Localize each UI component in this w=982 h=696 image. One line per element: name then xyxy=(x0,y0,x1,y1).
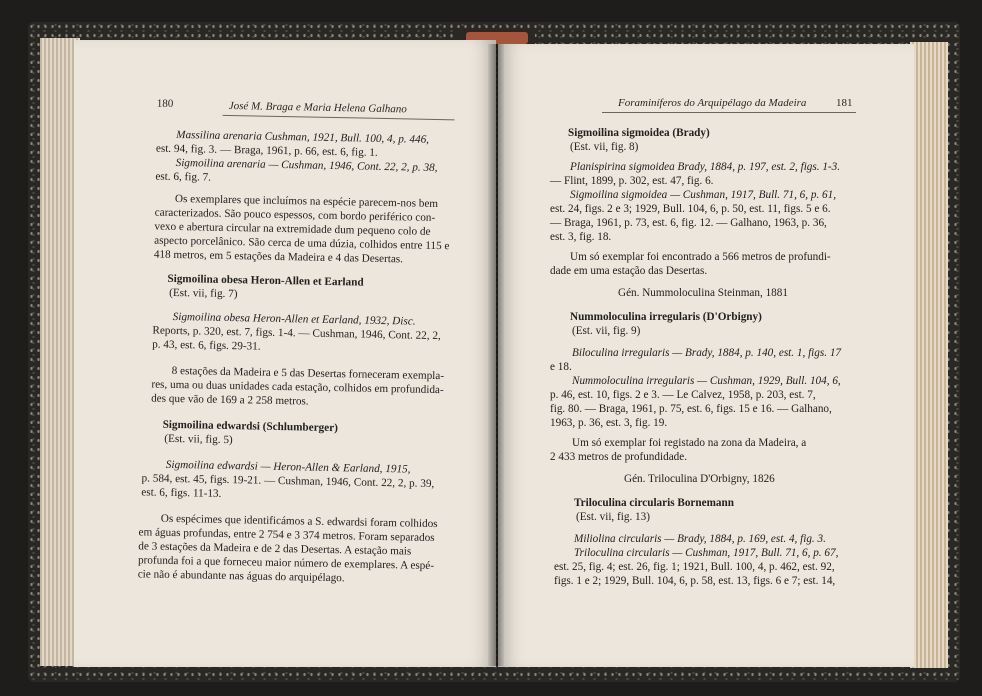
text-line: — Flint, 1899, p. 302, est. 47, fig. 6. xyxy=(550,175,714,187)
species-heading: Sigmoilina edwardsi (Schlumberger) xyxy=(162,418,338,435)
text-line: — Braga, 1961, p. 73, est. 6, fig. 12. — Galhano, 1963, p. 36, xyxy=(550,217,827,229)
text-line: dade em uma estação das Desertas. xyxy=(550,265,708,277)
text-line: des que vão de 169 a 2 258 metros. xyxy=(151,392,309,408)
text-line: profunda foi a que forneceu maior número de exemplares. A espé- xyxy=(137,554,435,573)
left-running-head: José M. Braga e Maria Helena Galhano xyxy=(228,99,407,116)
text-line: fig. 80. — Braga, 1961, p. 75, est. 6, figs. 15 e 16. — Galhano, xyxy=(550,403,832,415)
text-line: Um só exemplar foi registado na zona da Madeira, a xyxy=(572,437,807,449)
text-line: Um só exemplar foi encontrado a 566 metros de profundi- xyxy=(570,251,831,263)
species-heading: Sigmoilina obesa Heron-Allen et Earland xyxy=(167,272,364,289)
text-line: figs. 1 e 2; 1929, Bull. 104, 6, p. 58, est. 13, figs. 6 e 7; est. 14, xyxy=(554,575,836,587)
text-line: est. 3, fig. 18. xyxy=(550,231,612,243)
text-line: p. 43, est. 6, figs. 29-31. xyxy=(152,338,261,353)
text-line: vexo e abertura circular na extremidade dum pequeno colo de xyxy=(154,220,431,238)
text-line: est. 24, figs. 2 e 3; 1929, Bull. 104, 6, p. 50, est. 11, figs. 5 e 6. xyxy=(550,203,831,215)
text-line: Miliolina circularis — Brady, 1884, p. 169, est. 4, fig. 3. xyxy=(574,533,826,545)
genus-heading: Gén. Nummoloculina Steinman, 1881 xyxy=(618,287,788,299)
text-line: Sigmoilina arenaria — Cushman, 1946, Cont. 22, 2, p. 38, xyxy=(175,156,438,175)
plate-reference: (Est. vii, fig. 5) xyxy=(164,432,233,447)
species-heading: Sigmoilina sigmoidea (Brady) xyxy=(568,127,710,139)
text-line: Reports, p. 320, est. 7, figs. 1-4. — Cushman, 1946, Cont. 22, 2, xyxy=(152,324,441,343)
text-line: e 18. xyxy=(550,361,572,373)
text-line: Sigmoilina sigmoidea — Cushman, 1917, Bull. 71, 6, p. 61, xyxy=(570,189,837,201)
left-header-rule xyxy=(223,115,455,120)
text-line: Sigmoilina edwardsi — Heron-Allen & Earland, 1915, xyxy=(165,458,411,476)
text-line: de 3 estações da Madeira e de 2 das Desertas. A estação mais xyxy=(138,540,412,558)
text-line: Triloculina circularis — Cushman, 1917, Bull. 71, 6, p. 67, xyxy=(574,547,839,559)
text-line: 8 estações da Madeira e 5 das Desertas forneceram exempla- xyxy=(171,364,445,383)
plate-reference: (Est. vii, fig. 9) xyxy=(572,325,641,337)
text-line: caracterizados. São pouco espessos, com bordo periférico con- xyxy=(154,206,436,224)
text-line: aspecto porcelânico. São cerca de uma dúzia, colhidos entre 115 e xyxy=(154,234,450,253)
text-line: Os exemplares que incluímos na espécie parecem-nos bem xyxy=(174,192,439,211)
text-line: Massilina arenaria Cushman, 1921, Bull. 100, 4, p. 446, xyxy=(176,128,430,146)
text-line: est. 6, figs. 11-13. xyxy=(141,486,222,500)
left-page xyxy=(74,40,496,667)
right-page-number: 181 xyxy=(836,97,853,109)
right-header-rule xyxy=(602,112,856,113)
text-line: res, uma ou duas unidades cada estação, colhidos em profundida- xyxy=(151,378,444,397)
text-line: Nummoloculina irregularis — Cushman, 1929, Bull. 104, 6, xyxy=(572,375,841,387)
plate-reference: (Est. vii, fig. 13) xyxy=(576,511,650,523)
text-line: est. 6, fig. 7. xyxy=(155,170,212,184)
text-line: 1963, p. 36, est. 3, fig. 19. xyxy=(550,417,668,429)
left-page-number: 180 xyxy=(156,97,174,110)
text-line: cie não é abundante nas águas do arquipélago. xyxy=(137,568,345,585)
right-page-edges xyxy=(910,42,948,668)
text-line: Biloculina irregularis — Brady, 1884, p. 140, est. 1, figs. 17 xyxy=(572,347,842,359)
right-running-head: Foraminíferos do Arquipélago da Madeira xyxy=(618,97,807,109)
text-line: Planispirina sigmoidea Brady, 1884, p. 197, est. 2, figs. 1-3. xyxy=(570,161,841,173)
genus-heading: Gén. Triloculina D'Orbigny, 1826 xyxy=(624,473,775,485)
plate-reference: (Est. vii, fig. 7) xyxy=(169,286,238,301)
text-line: 418 metros, em 5 estações da Madeira e 4 das Desertas. xyxy=(153,248,404,266)
text-line: est. 94, fig. 3. — Braga, 1961, p. 66, est. 6, fig. 1. xyxy=(155,142,378,159)
text-line: Sigmoilina obesa Heron-Allen et Earland, 1932, Disc. xyxy=(172,310,416,328)
right-page xyxy=(498,44,914,667)
text-line: est. 25, fig. 4; est. 26, fig. 1; 1921, Bull. 100, 4, p. 462, est. 92, xyxy=(554,561,835,573)
text-line: p. 46, est. 10, figs. 2 e 3. — Le Calvez, 1958, p. 203, est. 7, xyxy=(550,389,816,401)
species-heading: Triloculina circularis Bornemann xyxy=(574,497,734,509)
text-line: p. 584, est. 45, figs. 19-21. — Cushman, 1946, Cont. 22, 2, p. 39, xyxy=(141,472,435,490)
text-line: em águas profundas, entre 2 754 e 3 374 metros. Foram separados xyxy=(138,526,435,545)
plate-reference: (Est. vii, fig. 8) xyxy=(570,141,639,153)
text-line: 2 433 metros de profundidade. xyxy=(550,451,688,463)
species-heading: Nummoloculina irregularis (D'Orbigny) xyxy=(570,311,762,323)
book-gutter xyxy=(488,44,504,666)
text-line: Os espécimes que identificámos a S. edwardsi foram colhidos xyxy=(160,512,438,531)
